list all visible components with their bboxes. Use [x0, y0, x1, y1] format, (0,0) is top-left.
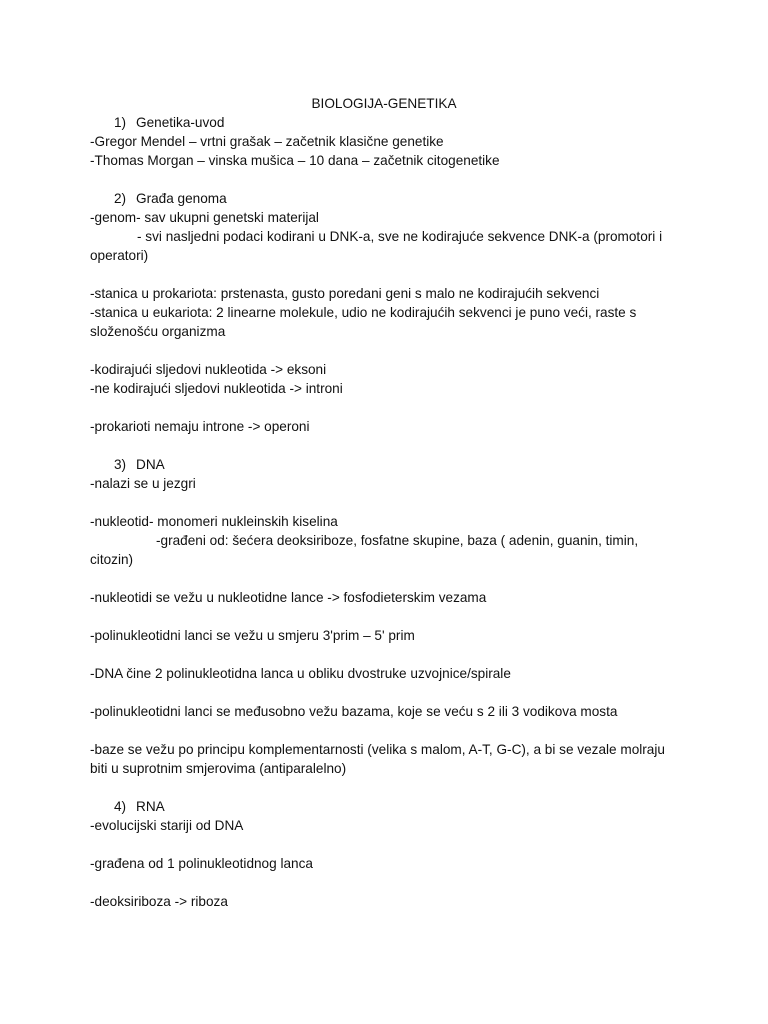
text-line: -stanica u eukariota: 2 linearne molekule, udio ne kodirajućih sekvenci je puno veći, raste s: [90, 305, 637, 320]
section-heading-dna: [90, 455, 690, 474]
section-heading-rna: [90, 797, 690, 816]
section-number: 4): [114, 799, 127, 814]
document-title: BIOLOGIJA-GENETIKA: [311, 96, 457, 111]
section-number: 3): [114, 457, 127, 472]
text-line: -nukleotidi se vežu u nukleotidne lance -> fosfodieterskim vezama: [90, 590, 487, 605]
section-number: 2): [114, 191, 127, 206]
text-line: -baze se vežu po principu komplementarnosti (velika s malom, A-T, G-C), a bi se vezale molraju: [90, 742, 665, 757]
text-line: -kodirajući sljedovi nukleotida -> eksoni: [90, 362, 327, 377]
text-line: -deoksiriboza -> riboza: [90, 894, 228, 909]
text-line: operatori): [90, 248, 149, 263]
text-line: složenošću organizma: [90, 324, 226, 339]
text-line: -nalazi se u jezgri: [90, 476, 196, 491]
text-line: -prokarioti nemaju introne -> operoni: [90, 419, 310, 434]
text-line: -DNA čine 2 polinukleotidna lanca u obliku dvostruke uzvojnice/spirale: [90, 666, 511, 681]
section-heading-grada-genoma: [90, 189, 690, 208]
text-line: -ne kodirajući sljedovi nukleotida -> introni: [90, 381, 343, 396]
text-line: -genom- sav ukupni genetski materijal: [90, 210, 319, 225]
text-line: -nukleotid- monomeri nukleinskih kiselina: [90, 514, 338, 529]
section-number: 1): [114, 115, 127, 130]
text-line: -Gregor Mendel – vrtni grašak – začetnik klasične genetike: [90, 134, 444, 149]
text-line: -polinukleotidni lanci se vežu u smjeru 3'prim – 5' prim: [90, 628, 415, 643]
section-title: Genetika-uvod: [136, 115, 225, 130]
text-line: -evolucijski stariji od DNA: [90, 818, 244, 833]
text-line: -polinukleotidni lanci se međusobno vežu bazama, koje se veću s 2 ili 3 vodikova mosta: [90, 704, 618, 719]
text-line: -građena od 1 polinukleotidnog lanca: [90, 856, 313, 871]
text-line: citozin): [90, 552, 134, 567]
section-title: Građa genoma: [136, 191, 227, 206]
section-title: DNA: [136, 457, 165, 472]
text-line: - svi nasljedni podaci kodirani u DNK-a, sve ne kodirajuće sekvence DNK-a (promotori i: [137, 229, 663, 244]
text-line: -stanica u prokariota: prstenasta, gusto poredani geni s malo ne kodirajućih sekvenci: [90, 286, 600, 301]
section-title: RNA: [136, 799, 165, 814]
section-heading-genetika-uvod: [90, 113, 690, 132]
text-line: biti u suprotnim smjerovima (antiparalelno): [90, 761, 347, 776]
text-line: -Thomas Morgan – vinska mušica – 10 dana – začetnik citogenetike: [90, 153, 500, 168]
document-body: [90, 113, 690, 911]
text-line: -građeni od: šećera deoksiriboze, fosfatne skupine, baza ( adenin, guanin, timin,: [156, 533, 639, 548]
